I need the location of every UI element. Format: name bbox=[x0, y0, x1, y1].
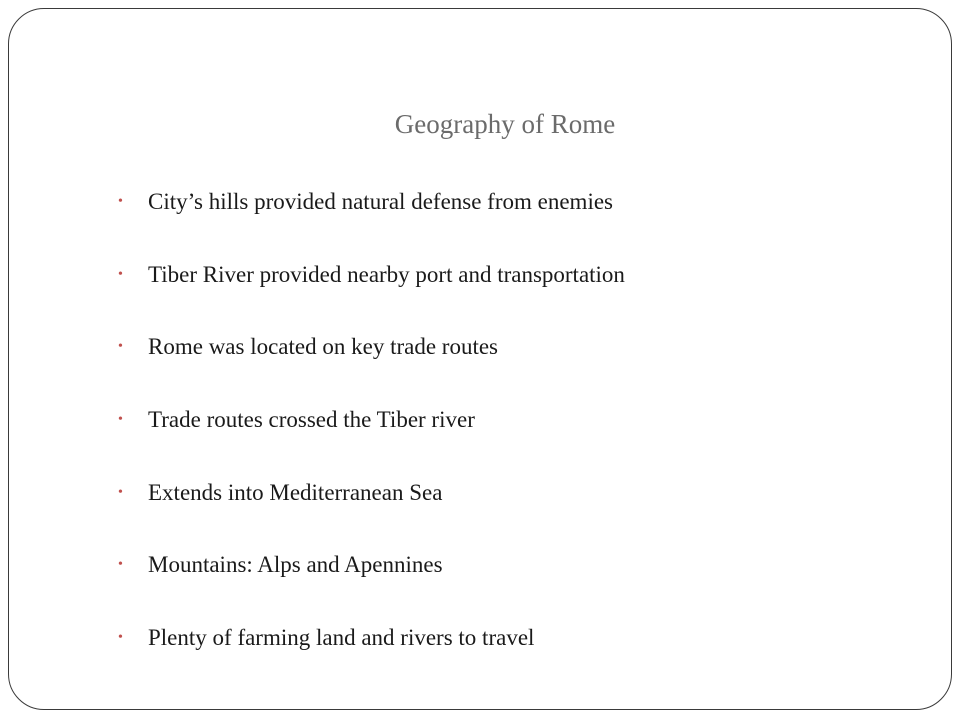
bullet-text: City’s hills provided natural defense from enemies bbox=[148, 189, 613, 214]
bullet-icon: • bbox=[118, 630, 123, 646]
bullet-text: Plenty of farming land and rivers to travel bbox=[148, 625, 535, 651]
bullet-text: Trade routes crossed the Tiber river bbox=[148, 407, 475, 433]
bullet-icon: • bbox=[118, 266, 123, 282]
bullet-icon: • bbox=[118, 412, 123, 428]
bullet-icon: • bbox=[118, 484, 123, 500]
bullet-text: Rome was located on key trade routes bbox=[148, 334, 498, 360]
bullet-icon: • bbox=[118, 557, 123, 573]
slide-title: Geography of Rome bbox=[394, 109, 616, 139]
bullet-text: Mountains: Alps and Apennines bbox=[148, 552, 443, 578]
bullet-text: Extends into Mediterranean Sea bbox=[148, 479, 443, 505]
bullet-icon: • bbox=[118, 339, 123, 355]
bullet-text: Tiber River provided nearby port and transportation bbox=[148, 261, 625, 287]
bullet-icon: • bbox=[118, 194, 123, 209]
